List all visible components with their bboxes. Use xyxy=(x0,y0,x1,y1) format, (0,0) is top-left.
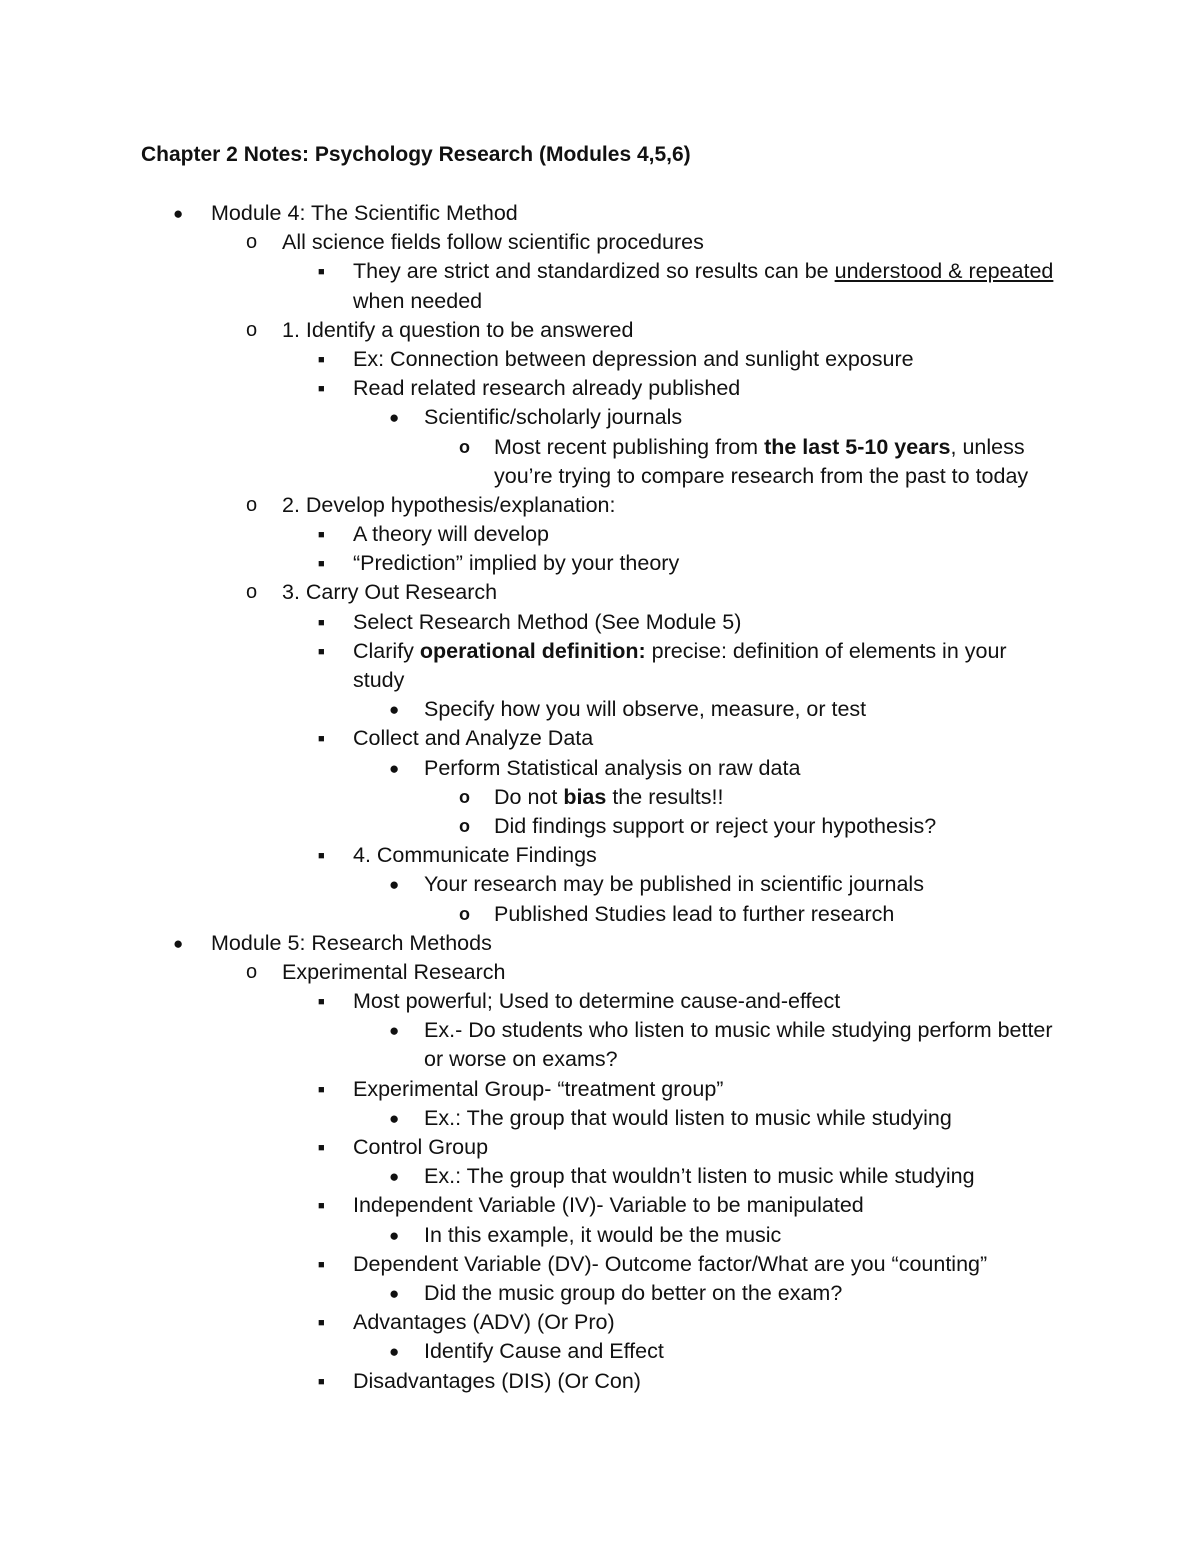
outline-line xyxy=(0,1016,1200,1045)
outline-line xyxy=(0,316,1200,345)
bullet-square-icon: ■ xyxy=(318,1317,325,1330)
outline-text xyxy=(424,870,924,899)
bullet-square-icon: ■ xyxy=(318,850,325,863)
outline-text xyxy=(353,1191,864,1220)
bullet-square-icon: ■ xyxy=(318,383,325,396)
text-segment: All science fields follow scientific procedures xyxy=(282,230,704,255)
bullet-dot-icon: ● xyxy=(389,1225,400,1245)
outline-line xyxy=(0,812,1200,841)
bullet-dot-icon: ● xyxy=(389,1021,400,1041)
outline-line xyxy=(0,608,1200,637)
outline-text xyxy=(353,1133,488,1162)
text-segment: Most recent publishing from xyxy=(494,434,765,459)
bullet-square-icon: ■ xyxy=(318,996,325,1009)
outline-line xyxy=(0,841,1200,870)
text-segment: Scientific/scholarly journals xyxy=(424,405,683,430)
outline-text xyxy=(424,1221,781,1250)
outline-line xyxy=(0,549,1200,578)
outline-line xyxy=(0,433,1200,462)
outline-line xyxy=(0,199,1200,228)
notes-outline xyxy=(0,199,1200,1396)
text-segment: Experimental Group- “treatment group” xyxy=(353,1076,724,1101)
outline-text xyxy=(494,812,936,841)
bullet-square-icon: ■ xyxy=(318,1258,325,1271)
text-segment: Specify how you will observe, measure, or test xyxy=(424,697,867,722)
outline-text xyxy=(494,783,723,812)
outline-text xyxy=(353,608,741,637)
bullet-dot-icon: ● xyxy=(389,1283,400,1303)
bullet-dot-icon: ● xyxy=(389,1342,400,1362)
text-segment: A theory will develop xyxy=(353,522,549,547)
outline-line xyxy=(0,1221,1200,1250)
bullet-circle-icon: o xyxy=(459,786,470,807)
page-title: Chapter 2 Notes: Psychology Research (Modules 4,5,6) xyxy=(141,143,691,166)
outline-line xyxy=(0,1162,1200,1191)
outline-text xyxy=(424,695,866,724)
outline-line xyxy=(0,1308,1200,1337)
text-segment: 4. Communicate Findings xyxy=(353,843,597,868)
outline-text xyxy=(211,199,518,228)
outline-line xyxy=(0,1075,1200,1104)
outline-line xyxy=(0,1367,1200,1396)
text-segment: Clarify xyxy=(353,638,420,663)
outline-text xyxy=(282,491,615,520)
text-segment: In this example, it would be the music xyxy=(424,1222,782,1247)
outline-line xyxy=(0,228,1200,257)
outline-text xyxy=(353,841,597,870)
bullet-dot-icon: ● xyxy=(173,204,184,223)
bullet-dot-icon: ● xyxy=(389,1167,400,1187)
bullet-dot-icon: ● xyxy=(389,875,400,895)
outline-line xyxy=(0,1337,1200,1366)
outline-text xyxy=(424,1337,664,1366)
text-segment: Most powerful; Used to determine cause-and-effect xyxy=(353,989,841,1014)
text-segment: Module 5: Research Methods xyxy=(211,930,492,955)
text-segment: Read related research already published xyxy=(353,376,741,401)
text-segment: Dependent Variable (DV)- Outcome factor/What are you “counting” xyxy=(353,1251,988,1276)
outline-text xyxy=(424,1016,1053,1045)
text-segment: Ex.: The group that wouldn’t listen to music while studying xyxy=(424,1164,975,1189)
outline-line xyxy=(0,403,1200,432)
bullet-circle-icon: o xyxy=(246,960,258,983)
bullet-circle-icon: o xyxy=(246,231,258,254)
bullet-square-icon: ■ xyxy=(318,1200,325,1213)
outline-text xyxy=(353,637,1007,666)
bullet-square-icon: ■ xyxy=(318,1142,325,1154)
outline-line xyxy=(0,695,1200,724)
outline-text xyxy=(424,1279,842,1308)
outline-line xyxy=(0,1104,1200,1133)
bullet-circle-icon: o xyxy=(246,318,258,341)
text-segment: Advantages (ADV) (Or Pro) xyxy=(353,1310,615,1335)
text-segment: Did the music group do better on the exam? xyxy=(424,1280,843,1305)
outline-line xyxy=(0,900,1200,929)
outline-line xyxy=(0,1133,1200,1162)
outline-text xyxy=(353,374,740,403)
bullet-square-icon: ■ xyxy=(318,558,325,571)
outline-text xyxy=(353,1075,723,1104)
outline-line xyxy=(0,374,1200,403)
text-segment: or worse on exams? xyxy=(424,1047,618,1072)
bullet-square-icon: ■ xyxy=(318,1083,325,1096)
text-segment: Perform Statistical analysis on raw data xyxy=(424,755,801,780)
outline-line xyxy=(0,724,1200,753)
text-segment: precise: definition of elements in your xyxy=(645,638,1007,663)
bullet-square-icon: ■ xyxy=(318,645,325,658)
bold-text: bias xyxy=(563,784,607,809)
text-segment: Ex.: The group that would listen to music while studying xyxy=(424,1105,952,1130)
bullet-dot-icon: ● xyxy=(173,933,184,953)
outline-text xyxy=(282,578,497,607)
bold-text: operational definition: xyxy=(419,638,646,663)
outline-text xyxy=(282,958,505,987)
outline-line xyxy=(0,1250,1200,1279)
outline-text xyxy=(494,462,1028,491)
outline-line xyxy=(0,987,1200,1016)
outline-text xyxy=(424,1104,952,1133)
outline-text xyxy=(494,433,1025,462)
outline-text xyxy=(424,1045,618,1074)
bullet-dot-icon: ● xyxy=(389,408,400,428)
outline-text xyxy=(353,1367,641,1396)
underlined-text: understood & repeated xyxy=(834,259,1054,284)
text-segment: 3. Carry Out Research xyxy=(282,580,498,605)
bullet-circle-icon: o xyxy=(459,436,470,457)
outline-text xyxy=(424,1162,975,1191)
outline-text xyxy=(353,1250,987,1279)
text-segment: Ex.- Do students who listen to music while studying perform better xyxy=(424,1018,1053,1043)
text-segment: Module 4: The Scientific Method xyxy=(211,201,518,225)
bullet-circle-icon: o xyxy=(246,493,258,516)
text-segment: Your research may be published in scientific journals xyxy=(424,872,924,897)
outline-line xyxy=(0,783,1200,812)
outline-line xyxy=(0,1279,1200,1308)
outline-line xyxy=(0,578,1200,607)
text-segment: Collect and Analyze Data xyxy=(353,726,594,751)
bullet-square-icon: ■ xyxy=(318,353,325,366)
text-segment: Did findings support or reject your hypothesis? xyxy=(494,813,937,838)
bullet-square-icon: ■ xyxy=(318,616,325,629)
outline-text xyxy=(353,345,914,374)
bullet-square-icon: ■ xyxy=(318,1375,325,1388)
text-segment: Select Research Method (See Module 5) xyxy=(353,609,742,634)
bullet-square-icon: ■ xyxy=(318,733,325,746)
text-segment: 2. Develop hypothesis/explanation: xyxy=(282,492,616,517)
text-segment: Control Group xyxy=(353,1135,489,1159)
text-segment: Identify Cause and Effect xyxy=(424,1339,664,1364)
outline-line xyxy=(0,257,1200,286)
bullet-dot-icon: ● xyxy=(389,1108,400,1128)
outline-line xyxy=(0,462,1200,491)
bullet-dot-icon: ● xyxy=(389,700,400,720)
outline-line xyxy=(0,754,1200,783)
text-segment: , unless xyxy=(950,434,1025,459)
outline-text xyxy=(494,900,894,929)
outline-text xyxy=(424,754,800,783)
bullet-square-icon: ■ xyxy=(318,529,325,542)
text-segment: “Prediction” implied by your theory xyxy=(353,551,680,576)
text-segment: They are strict and standardized so results can be xyxy=(353,259,835,284)
outline-text xyxy=(353,287,482,316)
outline-line xyxy=(0,491,1200,520)
text-segment: Do not xyxy=(494,784,564,809)
text-segment: when needed xyxy=(353,288,483,313)
outline-text xyxy=(353,987,840,1016)
bullet-circle-icon: o xyxy=(459,903,470,924)
outline-text xyxy=(282,228,704,257)
outline-text xyxy=(353,666,404,695)
outline-text xyxy=(353,1308,615,1337)
outline-line xyxy=(0,870,1200,899)
outline-line xyxy=(0,1191,1200,1220)
text-segment: Ex: Connection between depression and sunlight exposure xyxy=(353,346,914,371)
outline-text xyxy=(282,316,633,345)
bullet-square-icon: ■ xyxy=(318,266,325,279)
bullet-circle-icon: o xyxy=(459,815,470,836)
outline-line xyxy=(0,929,1200,958)
text-segment: 1. Identify a question to be answered xyxy=(282,317,634,342)
text-segment: Experimental Research xyxy=(282,959,506,984)
outline-line xyxy=(0,520,1200,549)
outline-text xyxy=(211,929,492,958)
text-segment: study xyxy=(353,668,405,692)
outline-text xyxy=(353,257,1053,286)
outline-line xyxy=(0,287,1200,316)
bullet-dot-icon: ● xyxy=(389,758,400,778)
outline-text xyxy=(424,403,682,432)
bullet-circle-icon: o xyxy=(246,581,258,604)
bold-text: the last 5-10 years xyxy=(764,434,951,459)
text-segment: you’re trying to compare research from the past to today xyxy=(494,463,1029,488)
text-segment: Disadvantages (DIS) (Or Con) xyxy=(353,1368,641,1393)
text-segment: the results!! xyxy=(606,784,724,809)
outline-line xyxy=(0,666,1200,695)
outline-line xyxy=(0,637,1200,666)
outline-line xyxy=(0,958,1200,987)
outline-text xyxy=(353,520,549,549)
outline-line xyxy=(0,345,1200,374)
outline-text xyxy=(353,724,593,753)
text-segment: Published Studies lead to further research xyxy=(494,901,895,926)
outline-line xyxy=(0,1045,1200,1074)
outline-text xyxy=(353,549,679,578)
text-segment: Independent Variable (IV)- Variable to be manipulated xyxy=(353,1193,864,1218)
